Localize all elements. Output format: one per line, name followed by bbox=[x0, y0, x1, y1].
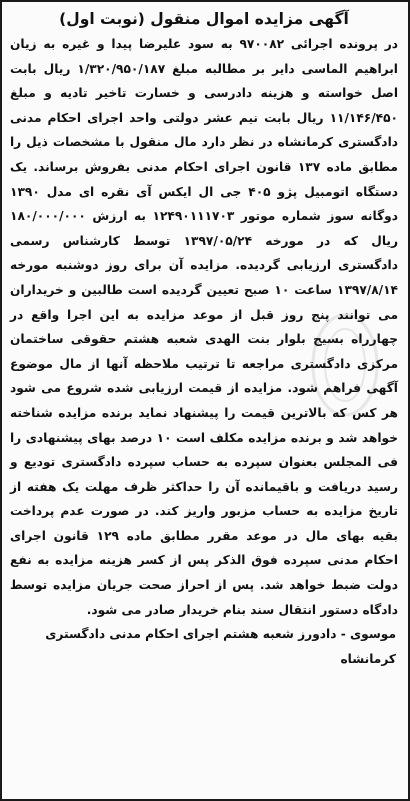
notice-title: آگهی مزایده اموال منقول (نوبت اول) bbox=[59, 10, 349, 28]
notice-body: در پرونده اجرائی ۹۷۰۰۸۲ به سود علیرضا پیدا و غیره به زیان ابراهیم الماسی دایر بر مطالبه مبلغ ۱/۳۲۰/۹۵۰/۱۸۷ ریال بابت اصل خواسته و هزینه دادرسی و خسارت تاخیر تادیه و مبلغ ۱۱/۱۴۶/۴۵۰ ریال بابت نیم عشر دولتی واحد اجرای احکام مدنی دادگستری کرمانشاه در نظر دارد مال منقول با مشخصات ذیل را مطابق ماده ۱۳۷ قانون اجرای احکام مدنی بفروش برساند. یک دستگاه اتومبیل پژو ۴۰۵ جی ال ایکس آی نقره ای مدل ۱۳۹۰ دوگانه سوز شماره موتور ۱۲۴۹۰۱۱۱۷۰۳ به ارزش ۱۸۰/۰۰۰/۰۰۰ ریال که در مورخه ۱۳۹۷/۰۵/۲۴ توسط کارشناس رسمی دادگستری ارزیابی گردیده. مزایده آن برای روز دوشنبه مورخه ۱۳۹۷/۸/۱۴ ساعت ۱۰ صبح تعیین گردیده است طالبین و خریداران می توانند پنج روز قبل از موعد مزایده به این اجرا واقع در چهارراه بسیج بلوار بنت الهدی شعبه هشتم حقوقی ساختمان مرکزی دادگستری مراجعه تا ترتیب ملاحظه آنها از مال موضوع آگهی فراهم شود. مزایده از قیمت ارزیابی شده شروع می شود هر کس که بالاترین قیمت را پیشنهاد نماید برنده مزایده شناخته خواهد شد و برنده مزایده مکلف است ۱۰ درصد بهای پیشنهادی را فی المجلس بعنوان سپرده به حساب سپرده دادگستری تودیع و رسید دریافت و باقیمانده آن را حداکثر ظرف مهلت یک هفته از تاریخ مزایده به حساب مزبور واریز کند. در صورت عدم پرداخت بقیه بهای مال در موعد مقرر مطابق ماده ۱۲۹ قانون اجرای احکام مدنی سپرده فوق الذکر پس از کسر هزینه مزایده به نفع دولت ضبط خواهد شد. پس از احراز صحت جریان مزایده توسط دادگاه دستور انتقال سند بنام خریدار صادر می شود. bbox=[10, 37, 398, 617]
notice-signature: موسوی - دادورز شعبه هشتم اجرای احکام مدنی دادگستری کرمانشاه bbox=[45, 627, 396, 666]
